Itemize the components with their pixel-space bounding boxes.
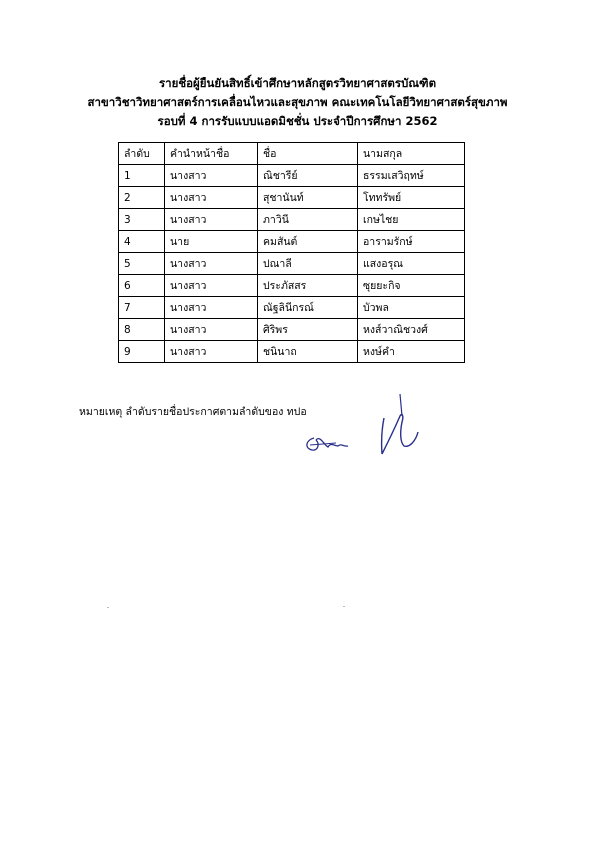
table-row (119, 319, 465, 341)
cell-order: 6 (119, 275, 165, 297)
table-body (119, 165, 465, 363)
cell-first-name: คมสันต์ (258, 231, 358, 253)
cell-order: 1 (119, 165, 165, 187)
cell-first-name: ประภัสสร (258, 275, 358, 297)
cell-last-name: โททรัพย์ (358, 187, 465, 209)
cell-order: 5 (119, 253, 165, 275)
table-row (119, 253, 465, 275)
table-row (119, 187, 465, 209)
cell-prefix: นาย (165, 231, 258, 253)
cell-first-name: ณิชารีย์ (258, 165, 358, 187)
table-row (119, 275, 465, 297)
cell-order: 2 (119, 187, 165, 209)
cell-order: 3 (119, 209, 165, 231)
cell-prefix: นางสาว (165, 187, 258, 209)
cell-last-name: หงส์วาณิชวงศ์ (358, 319, 465, 341)
scan-speck (107, 607, 109, 608)
cell-prefix: นางสาว (165, 275, 258, 297)
signature-graphic (296, 390, 476, 465)
cell-order: 4 (119, 231, 165, 253)
cell-prefix: นางสาว (165, 209, 258, 231)
cell-last-name: หงษ์คำ (358, 341, 465, 363)
header-last-name: นามสกุล (358, 143, 465, 165)
cell-last-name: บัวพล (358, 297, 465, 319)
names-table (118, 142, 465, 363)
cell-prefix: นางสาว (165, 297, 258, 319)
table-row (119, 231, 465, 253)
cell-prefix: นางสาว (165, 165, 258, 187)
table-row (119, 297, 465, 319)
cell-order: 8 (119, 319, 165, 341)
document-title-line-1: รายชื่อผู้ยืนยันสิทธิ์เข้าศึกษาหลักสูตรวิทยาศาสตรบัณฑิต (158, 76, 437, 90)
header-prefix: คำนำหน้าชื่อ (165, 143, 258, 165)
cell-prefix: นางสาว (165, 341, 258, 363)
cell-first-name: ศิริพร (258, 319, 358, 341)
cell-last-name: แสงอรุณ (358, 253, 465, 275)
cell-order: 7 (119, 297, 165, 319)
footnote: หมายเหตุ ลำดับรายชื่อประกาศตามลำดับของ ทปอ (79, 406, 307, 418)
cell-first-name: สุชานันท์ (258, 187, 358, 209)
cell-last-name: อารามรักษ์ (358, 231, 465, 253)
table-row (119, 209, 465, 231)
header-order: ลำดับ (119, 143, 165, 165)
header-first-name: ชื่อ (258, 143, 358, 165)
document-title-line-2: สาขาวิชาวิทยาศาสตร์การเคลื่อนไหวและสุขภาพ คณะเทคโนโลยีวิทยาศาสตร์สุขภาพ (87, 95, 508, 109)
cell-first-name: ณัฐลินีกรณ์ (258, 297, 358, 319)
cell-last-name: ธรรมเสวิฤทษ์ (358, 165, 465, 187)
cell-first-name: ปณาลี (258, 253, 358, 275)
cell-prefix: นางสาว (165, 253, 258, 275)
cell-order: 9 (119, 341, 165, 363)
cell-last-name: ซุยยะกิจ (358, 275, 465, 297)
cell-first-name: ภาวินี (258, 209, 358, 231)
table-header-row (119, 143, 465, 165)
cell-first-name: ชนินาถ (258, 341, 358, 363)
table-row (119, 165, 465, 187)
table-row (119, 341, 465, 363)
scan-speck (343, 606, 345, 607)
cell-prefix: นางสาว (165, 319, 258, 341)
document-title-line-3: รอบที่ 4 การรับแบบแอดมิชชั่น ประจำปีการศึกษา 2562 (157, 114, 438, 128)
cell-last-name: เกษไชย (358, 209, 465, 231)
